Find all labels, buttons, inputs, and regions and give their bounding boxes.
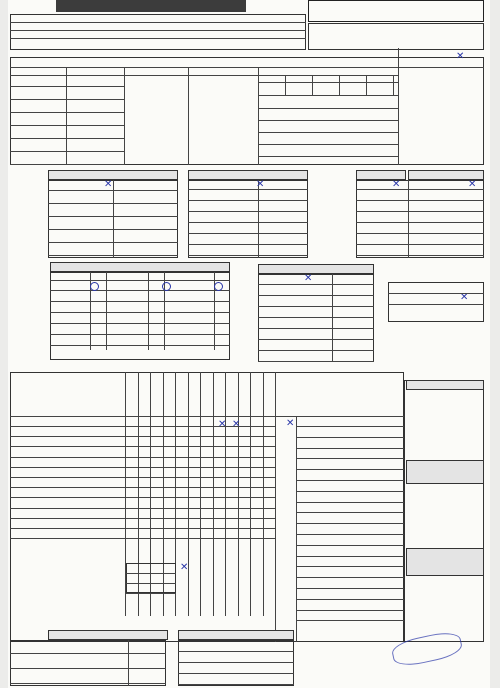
rule bbox=[296, 620, 404, 621]
rule bbox=[10, 151, 124, 152]
rule bbox=[10, 467, 275, 468]
rule bbox=[126, 593, 176, 594]
rule bbox=[148, 272, 149, 350]
rule bbox=[48, 242, 178, 243]
emergency-form bbox=[8, 0, 490, 688]
rule bbox=[356, 200, 484, 201]
abd-normal-mark: ✕ bbox=[392, 179, 401, 190]
rule bbox=[296, 480, 404, 481]
resp-box bbox=[188, 180, 308, 258]
rule bbox=[258, 306, 374, 307]
rule bbox=[113, 180, 114, 258]
rule bbox=[258, 295, 374, 296]
rule bbox=[178, 684, 294, 685]
rule bbox=[356, 244, 484, 245]
rule bbox=[296, 556, 404, 557]
neuro-normal-mark: ✕ bbox=[304, 273, 313, 284]
rule bbox=[188, 233, 308, 234]
rule bbox=[296, 426, 404, 427]
rule bbox=[188, 222, 308, 223]
rule bbox=[356, 222, 484, 223]
rule bbox=[188, 200, 308, 201]
ecg-box bbox=[388, 282, 484, 322]
rule bbox=[188, 255, 308, 256]
rule bbox=[10, 416, 404, 417]
rule bbox=[10, 497, 275, 498]
department-box bbox=[308, 0, 484, 22]
rule bbox=[296, 469, 404, 470]
rule bbox=[258, 339, 374, 340]
cardio-normal-mark: ✕ bbox=[104, 179, 113, 190]
mecanismo-mark: ✕ bbox=[286, 418, 295, 429]
trauma-mark: ✕ bbox=[218, 419, 227, 430]
rule bbox=[356, 189, 484, 190]
glasgow-circle bbox=[162, 282, 171, 291]
trauma-mark: ✕ bbox=[232, 419, 241, 430]
rule bbox=[10, 508, 275, 509]
rule bbox=[388, 304, 484, 305]
rule bbox=[258, 144, 398, 145]
rule bbox=[258, 350, 374, 351]
rule bbox=[10, 683, 166, 684]
rule bbox=[10, 138, 124, 139]
rule bbox=[258, 180, 259, 258]
rule bbox=[10, 477, 275, 478]
rule bbox=[296, 448, 404, 449]
ecg-mark: ✕ bbox=[460, 292, 469, 303]
rule bbox=[296, 416, 297, 642]
rule bbox=[366, 75, 367, 95]
rule bbox=[188, 372, 189, 616]
rule bbox=[339, 75, 340, 95]
rule bbox=[213, 372, 214, 616]
rule bbox=[408, 180, 409, 258]
rule bbox=[50, 290, 230, 291]
rule bbox=[178, 662, 294, 663]
rule bbox=[225, 372, 226, 616]
cardio-title bbox=[48, 170, 178, 180]
rule bbox=[258, 317, 374, 318]
right-box bbox=[404, 380, 484, 642]
rule bbox=[10, 436, 275, 437]
intenc-box bbox=[178, 640, 294, 686]
rule bbox=[50, 312, 230, 313]
rule bbox=[10, 487, 275, 488]
rule bbox=[296, 502, 404, 503]
rule bbox=[285, 75, 286, 95]
rule bbox=[188, 189, 308, 190]
rule bbox=[296, 577, 404, 578]
rule bbox=[10, 164, 124, 165]
rule bbox=[258, 108, 398, 109]
history-box bbox=[10, 57, 484, 165]
rule bbox=[296, 491, 404, 492]
evidencia-box bbox=[10, 640, 166, 686]
rule bbox=[296, 523, 404, 524]
rule bbox=[356, 255, 484, 256]
rule bbox=[128, 640, 129, 686]
rule bbox=[188, 244, 308, 245]
rule bbox=[332, 274, 333, 362]
rule bbox=[48, 216, 178, 217]
rule bbox=[258, 328, 374, 329]
via-publica-mark: ✕ bbox=[456, 51, 465, 62]
urog-normal-mark: ✕ bbox=[468, 179, 477, 190]
glasgow-circle bbox=[90, 282, 99, 291]
rule bbox=[356, 211, 484, 212]
rule bbox=[50, 334, 230, 335]
rule bbox=[178, 673, 294, 674]
rule bbox=[10, 518, 275, 519]
resp-normal-mark: ✕ bbox=[256, 179, 265, 190]
rule bbox=[296, 534, 404, 535]
rule bbox=[50, 323, 230, 324]
rule bbox=[296, 588, 404, 589]
rule bbox=[393, 75, 394, 95]
rule bbox=[48, 203, 178, 204]
rule bbox=[296, 512, 404, 513]
abd-box bbox=[356, 180, 484, 258]
rule bbox=[258, 95, 398, 96]
intenc-title bbox=[178, 630, 294, 640]
rule bbox=[48, 190, 178, 191]
doctor-title bbox=[56, 0, 246, 12]
rule bbox=[296, 437, 404, 438]
glasgow-title bbox=[50, 262, 230, 272]
rule bbox=[258, 132, 398, 133]
rule bbox=[200, 372, 201, 616]
rule bbox=[296, 545, 404, 546]
rule bbox=[238, 372, 239, 616]
rule bbox=[50, 301, 230, 302]
rule bbox=[10, 86, 124, 87]
rule bbox=[10, 446, 275, 447]
rule bbox=[296, 610, 404, 611]
rule bbox=[10, 653, 166, 654]
rule bbox=[258, 120, 398, 121]
rule bbox=[188, 211, 308, 212]
severity-box bbox=[126, 563, 176, 593]
rule bbox=[50, 345, 230, 346]
glasgow-box bbox=[50, 272, 230, 360]
patient-box bbox=[10, 14, 306, 50]
rule bbox=[10, 125, 124, 126]
glasgow-circle bbox=[214, 282, 223, 291]
rule bbox=[10, 538, 275, 539]
neuro-title bbox=[258, 264, 374, 274]
rule bbox=[275, 372, 276, 642]
neuro-box bbox=[258, 274, 374, 362]
id-box bbox=[308, 23, 484, 50]
rule bbox=[258, 361, 374, 362]
rule bbox=[296, 599, 404, 600]
rule bbox=[258, 82, 398, 83]
rule bbox=[296, 458, 404, 459]
rule bbox=[263, 372, 264, 616]
rule bbox=[10, 99, 124, 100]
resp-title bbox=[188, 170, 308, 180]
rule bbox=[356, 233, 484, 234]
rule bbox=[296, 566, 404, 567]
rule bbox=[10, 457, 275, 458]
rule bbox=[312, 75, 313, 95]
rule bbox=[250, 372, 251, 616]
evidencia-title bbox=[48, 630, 168, 640]
rule bbox=[126, 583, 176, 584]
rule bbox=[48, 229, 178, 230]
rule bbox=[178, 651, 294, 652]
rule bbox=[388, 293, 484, 294]
rule bbox=[258, 284, 374, 285]
severity-mark: ✕ bbox=[180, 562, 189, 573]
rule bbox=[10, 528, 275, 529]
rule bbox=[126, 573, 176, 574]
rule bbox=[48, 255, 178, 256]
rule bbox=[106, 272, 107, 350]
rule bbox=[10, 668, 166, 669]
rule bbox=[258, 156, 398, 157]
rule bbox=[10, 112, 124, 113]
rule bbox=[50, 280, 230, 281]
